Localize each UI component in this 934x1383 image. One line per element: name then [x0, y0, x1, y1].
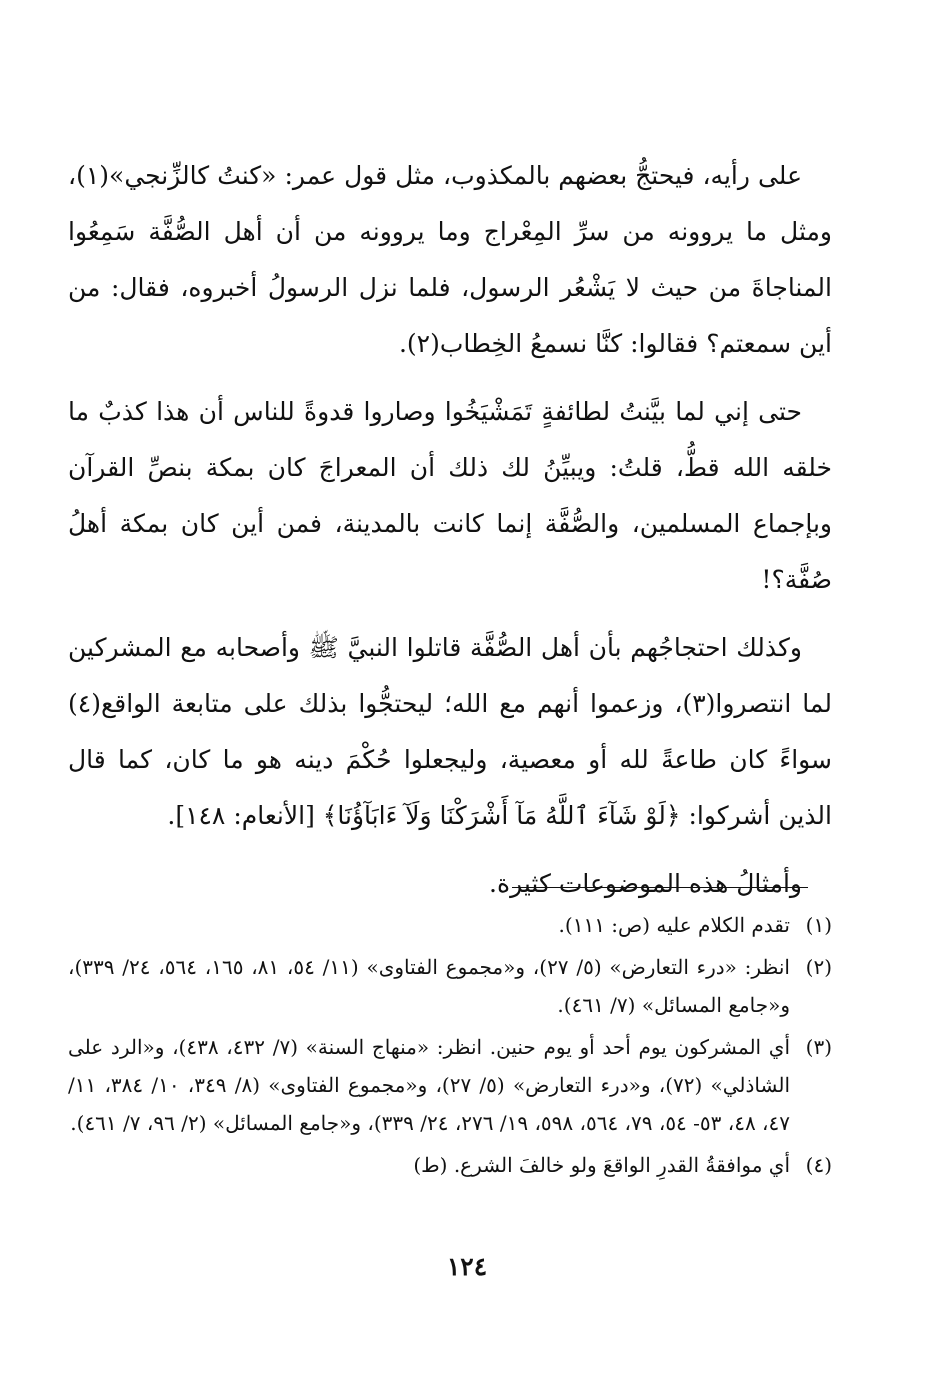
footnote-2: [68, 948, 832, 1024]
paragraph-3: وكذلك احتجاجُهم بأن أهل الصُّفَّة قاتلوا النبيَّ ﷺ وأصحابه مع المشركين لما انتصروا(٣)، وزعموا أنهم مع الله؛ ليحتجُّوا بذلك على متابعة الواقع(٤) سواءً كان طاعةً لله أو معصية، وليجعلوا حُكْمَ دينه هو ما كان، كما قال الذين أشركوا: ﴿لَوْ شَآءَ ٱللَّهُ مَآ أَشْرَكْنَا وَلَآ ءَابَآؤُنَا﴾ [الأنعام: ١٤٨].: [68, 633, 832, 830]
footnote-1: [68, 906, 832, 944]
footnote-number: (١): [805, 913, 832, 937]
footnote-number: (٤): [805, 1153, 832, 1177]
footnote-text: أي المشركون يوم أحد أو يوم حنين. انظر: «منهاج السنة» (٧/ ٤٣٢، ٤٣٨)، و«الرد على الشاذلي» (٧٢)، و«درء التعارض» (٥/ ٢٧)، و«مجموع الفتاوى» (٨/ ٣٤٩، ١٠/ ٣٨٤، ١١/ ٤٧، ٤٨، ٥٣- ٥٤، ٧٩، ٥٦٤، ٥٩٨، ١٩/ ٢٧٦، ٢٤/ ٣٣٩)، و«جامع المسائل» (٢/ ٩٦، ٧/ ٤٦١).: [68, 1035, 790, 1135]
footnotes-section: [68, 906, 832, 1188]
footnote-number: (٢): [805, 955, 832, 979]
footnote-divider: [512, 887, 808, 888]
footnote-4: [68, 1146, 832, 1184]
footnote-text: أي موافقةُ القدرِ الواقعَ ولو خالفَ الشرع. (ط): [413, 1153, 790, 1177]
footnote-text: انظر: «درء التعارض» (٥/ ٢٧)، و«مجموع الفتاوى» (١١/ ٥٤، ٨١، ١٦٥، ٥٦٤، ٢٤/ ٣٣٩)، و«جامع المسائل» (٧/ ٤٦١).: [68, 955, 790, 1017]
footnote-number: (٣): [805, 1035, 832, 1059]
main-text: [68, 148, 832, 924]
paragraph-2: حتى إني لما بيَّنتُ لطائفةٍ تَمَشْيَخُوا وصاروا قدوةً للناس أن هذا كذبٌ ما خلقه الله قطُّ، قلتُ: ويبيِّنُ لك ذلك أن المعراجَ كان بمكة بنصِّ القرآن وبإجماع المسلمين، والصُّفَّة إنما كانت بالمدينة، فمن أين كان بمكة أهلُ صُفَّة؟!: [68, 397, 832, 594]
paragraph-4: وأمثالُ هذه الموضوعات كثيرة.: [489, 869, 802, 898]
page-number: ١٢٤: [446, 1252, 488, 1281]
footnote-3: [68, 1028, 832, 1142]
footnote-text: تقدم الكلام عليه (ص: ١١١).: [558, 913, 790, 937]
paragraph-1: على رأيه، فيحتجُّ بعضهم بالمكذوب، مثل قول عمر: «كنتُ كالزِّنجي»(١)، ومثل ما يروونه من سرِّ المِعْراج وما يروونه من أن أهل الصُّفَّة سَمِعُوا المناجاةَ من حيث لا يَشْعُر الرسول، فلما نزل الرسولُ أخبروه، فقال: من أين سمعتم؟ فقالوا: كنَّا نسمعُ الخِطاب(٢).: [68, 161, 832, 358]
